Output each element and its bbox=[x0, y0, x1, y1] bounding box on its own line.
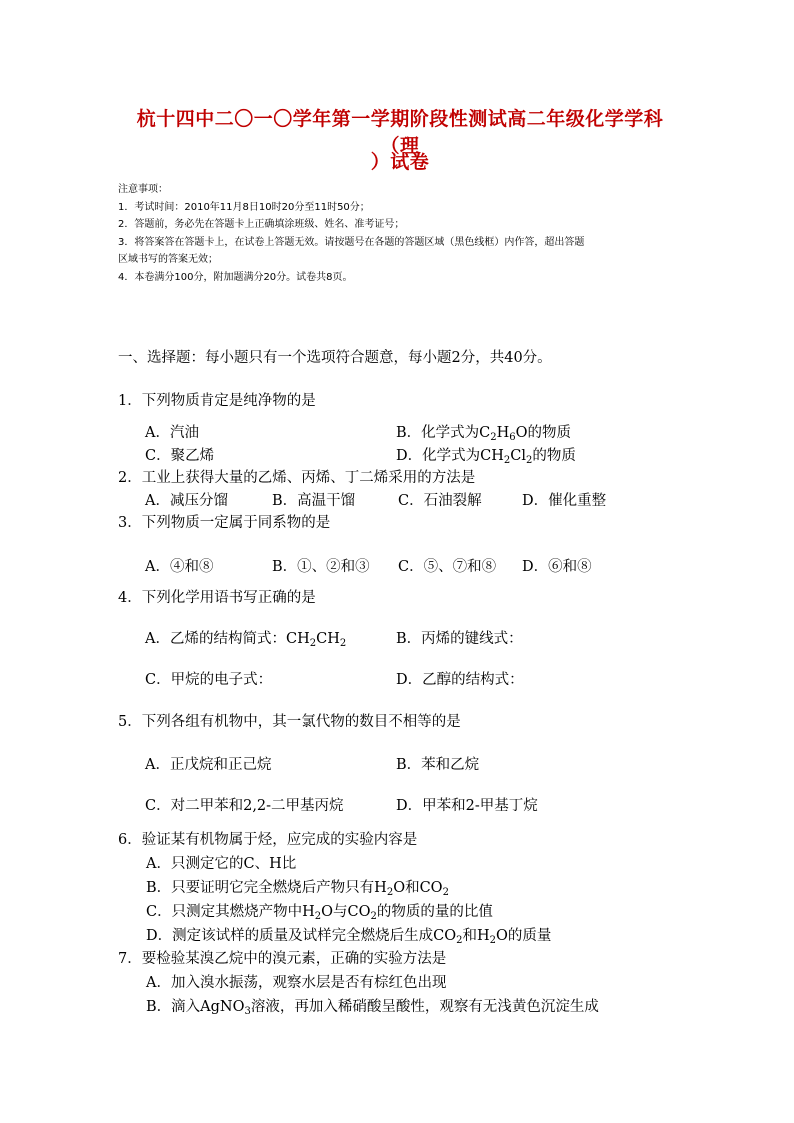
question-7-stem: 7．要检验某溴乙烷中的溴元素，正确的实验方法是 bbox=[118, 951, 447, 967]
q3-option-d: D．⑥和⑧ bbox=[522, 559, 592, 575]
q1-option-c: C．聚乙烯 bbox=[145, 448, 215, 464]
q4-option-b: B．丙烯的键线式： bbox=[396, 631, 523, 647]
q6-option-b: B．只要证明它完全燃烧后产物只有$H_2O$和$CO_2$ bbox=[146, 880, 449, 898]
question-1-stem: 1．下列物质肯定是纯净物的是 bbox=[118, 393, 316, 409]
q6-option-c: C．只测定其燃烧产物中$H_2O$与$CO_2$的物质的量的比值 bbox=[146, 904, 493, 922]
q2-option-c: C．石油裂解 bbox=[398, 493, 482, 509]
q3-option-c: C．⑤、⑦和⑧ bbox=[398, 559, 497, 575]
q1-option-b: B．化学式为$C_2H_6O$的物质 bbox=[396, 425, 572, 443]
question-4-stem: 4．下列化学用语书写正确的是 bbox=[118, 590, 316, 606]
note-item: 4．本卷满分100分，附加题满分20分。试卷共8页。 bbox=[118, 271, 353, 283]
note-item: 2．答题前，务必先在答题卡上正确填涂班级、姓名、准考证号； bbox=[118, 219, 405, 230]
q1-option-d: D．化学式为$CH_2Cl_2$的物质 bbox=[396, 448, 576, 466]
note-item: 3．将答案答在答题卡上，在试卷上答题无效。请按题号在各题的答题区域（黑色线框）内作答，超出答题 bbox=[118, 236, 585, 248]
q2-option-a: A．减压分馏 bbox=[145, 493, 228, 509]
q5-option-d: D．甲苯和2-甲基丁烷 bbox=[396, 798, 538, 814]
q2-option-d: D．催化重整 bbox=[522, 493, 607, 509]
q3-option-b: B．①、②和③ bbox=[272, 559, 370, 575]
q3-option-a: A．④和⑧ bbox=[145, 559, 214, 575]
note-item: 区域书写的答案无效； bbox=[118, 254, 218, 265]
question-5-stem: 5．下列各组有机物中，其一氯代物的数目不相等的是 bbox=[118, 714, 461, 730]
q5-option-c: C．对二甲苯和2,2-二甲基丙烷 bbox=[145, 798, 344, 814]
exam-title-line1: 杭十四中二〇一〇学年第一学期阶段性测试高二年级化学学科（理 bbox=[136, 108, 664, 157]
section-heading: 一、选择题：每小题只有一个选项符合题意，每小题2分，共40分。 bbox=[118, 350, 552, 366]
question-6-stem: 6．验证某有机物属于烃，应完成的实验内容是 bbox=[118, 832, 418, 848]
exam-title-line2: ）试卷 bbox=[370, 151, 430, 173]
q5-option-a: A．正戊烷和正己烷 bbox=[145, 757, 272, 773]
question-2-stem: 2．工业上获得大量的乙烯、丙烯、丁二烯采用的方法是 bbox=[118, 470, 476, 486]
exam-notes bbox=[118, 181, 678, 286]
q6-option-a: A．只测定它的C、H比 bbox=[146, 856, 297, 872]
q5-option-b: B．苯和乙烷 bbox=[396, 757, 480, 773]
q4-option-a: A．乙烯的结构简式：$CH_2CH_2$ bbox=[145, 631, 347, 649]
q4-option-d: D．乙醇的结构式： bbox=[396, 672, 524, 688]
q7-option-b: B．滴入AgNO$_3$溶液，再加入稀硝酸呈酸性，观察有无浅黄色沉淀生成 bbox=[146, 999, 599, 1017]
q4-option-c: C．甲烷的电子式： bbox=[145, 672, 273, 688]
note-item: 1．考试时间：2010年11月8日10时20分至11时50分； bbox=[118, 201, 370, 213]
q2-option-b: B．高温干馏 bbox=[272, 493, 356, 509]
q6-option-d: D．测定该试样的质量及试样完全燃烧后生成$CO_2$和$H_2O$的质量 bbox=[146, 928, 552, 946]
question-3-stem: 3．下列物质一定属于同系物的是 bbox=[118, 515, 331, 531]
q1-option-a: A．汽油 bbox=[145, 425, 199, 441]
q7-option-a: A．加入溴水振荡，观察水层是否有棕红色出现 bbox=[146, 975, 447, 991]
notes-heading: 注意事项： bbox=[118, 184, 168, 195]
